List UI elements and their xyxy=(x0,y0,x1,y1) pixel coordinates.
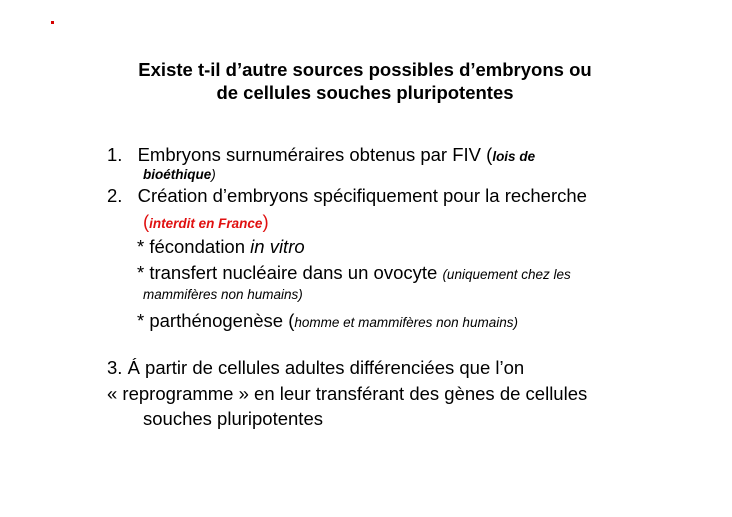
item1-close: ) xyxy=(211,167,216,182)
title-line-2: de cellules souches pluripotentes xyxy=(216,82,514,103)
item3-line-3: souches pluripotentes xyxy=(143,408,323,429)
item2-sub1-italic: in vitro xyxy=(250,236,305,257)
item2-number: 2. xyxy=(107,185,123,206)
item2-close: ) xyxy=(262,211,269,232)
item1-note-part1: lois de xyxy=(492,149,536,164)
item2-text: Création d’embryons spécifiquement pour la recherche xyxy=(137,185,587,206)
item1-line xyxy=(107,144,535,166)
item2-sub2-note-part1: (uniquement chez les xyxy=(442,267,571,282)
item1-note-part2: bioéthique xyxy=(143,167,212,182)
item2-line xyxy=(107,185,587,207)
item2-sub2-text: * transfert nucléaire dans un ovocyte xyxy=(137,262,438,283)
item2-sub3 xyxy=(137,310,518,332)
item2-note-line xyxy=(143,211,269,233)
item2-open: ( xyxy=(143,211,150,232)
item3-line-1: 3. Á partir de cellules adultes différenciées que l’on xyxy=(107,357,525,378)
item2-sub2 xyxy=(137,262,571,284)
item1-text: Embryons surnuméraires obtenus par FIV ( xyxy=(137,144,493,165)
item2-sub1-prefix: * fécondation xyxy=(137,236,251,257)
item2-sub3-text: * parthénogenèse ( xyxy=(137,310,295,331)
item1-number: 1. xyxy=(107,144,123,165)
item2-sub1 xyxy=(137,236,305,258)
title-line-1: Existe t-il d’autre sources possibles d’embryons ou xyxy=(138,59,592,80)
item2-sub2-note-line: mammifères non humains) xyxy=(143,287,303,302)
item1-note-line xyxy=(143,167,216,182)
item3-line-2: « reprogramme » en leur transférant des gènes de cellules xyxy=(107,383,588,404)
item2-sub3-note: homme et mammifères non humains) xyxy=(294,315,518,330)
red-dot-mark xyxy=(51,21,54,24)
item2-note: interdit en France xyxy=(149,216,263,231)
slide-title xyxy=(60,58,670,104)
